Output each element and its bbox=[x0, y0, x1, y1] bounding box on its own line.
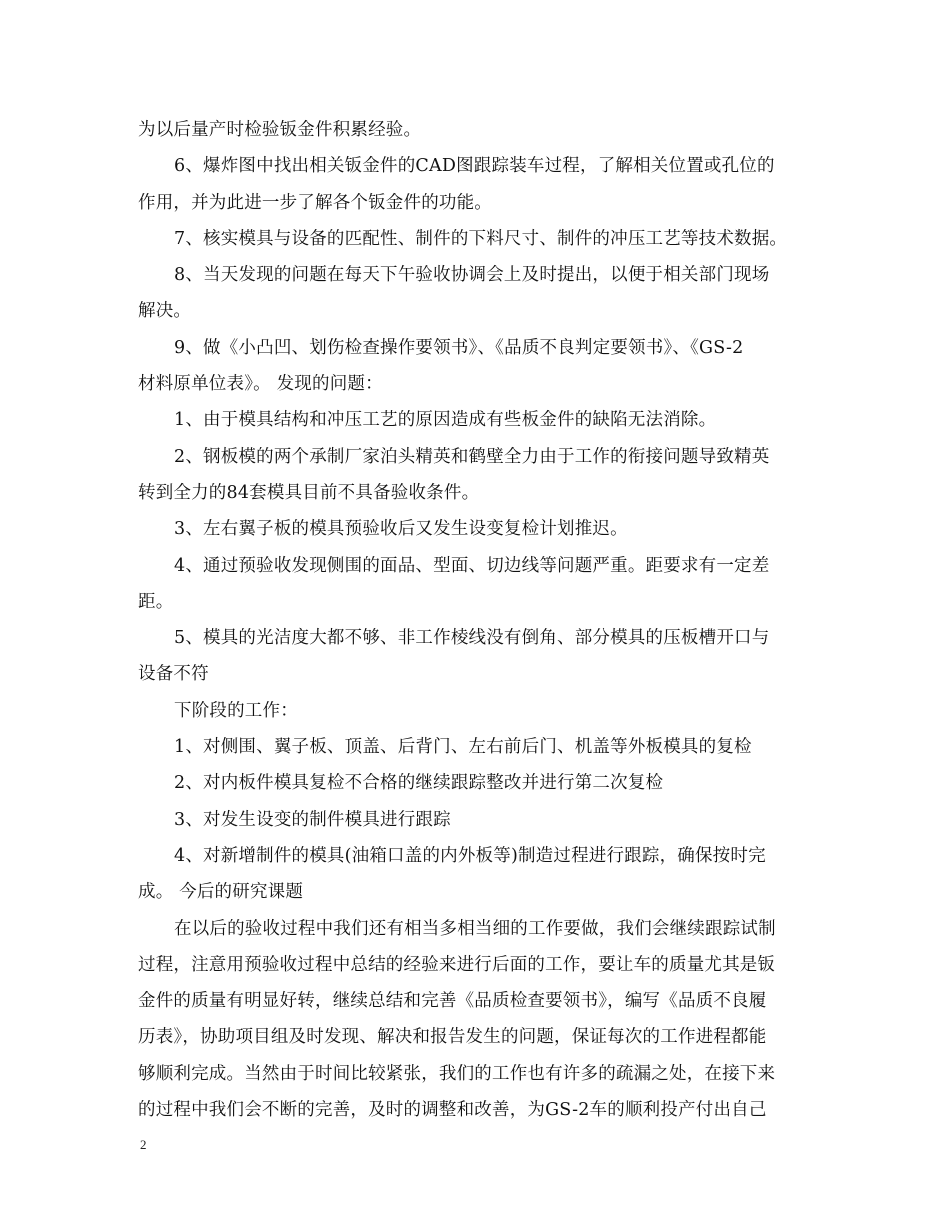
text-line: 9、做《小凸凹、划伤检查操作要领书》、《品质不良判定要领书》、《GS-2 bbox=[174, 337, 744, 358]
text-line: 4、通过预验收发现侧围的面品、型面、切边线等问题严重。距要求有一定差 bbox=[174, 555, 770, 576]
text-line: 解决。 bbox=[138, 301, 192, 322]
text-line: 为以后量产时检验钣金件积累经验。 bbox=[138, 120, 422, 140]
text-line: 6、爆炸图中找出相关钣金件的CAD图跟踪装车过程，了解相关位置或孔位的 bbox=[174, 156, 775, 177]
text-line: 1、由于模具结构和冲压工艺的原因造成有些板金件的缺陷无法消除。 bbox=[174, 410, 717, 431]
text-line: 在以后的验收过程中我们还有相当多相当细的工作要做，我们会继续跟踪试制 bbox=[174, 918, 776, 939]
text-line: 7、核实模具与设备的匹配性、制件的下料尺寸、制件的冲压工艺等技术数据。 bbox=[174, 228, 788, 249]
text-line: 够顺利完成。当然由于时间比较紧张，我们的工作也有许多的疏漏之处，在接下来 bbox=[138, 1063, 776, 1084]
text-line: 5、模具的光洁度大都不够、非工作棱线没有倒角、部分模具的压板槽开口与 bbox=[174, 628, 770, 649]
text-line: 1、对侧围、翼子板、顶盖、后背门、左右前后门、机盖等外板模具的复检 bbox=[174, 737, 752, 758]
text-line: 过程，注意用预验收过程中总结的经验来进行后面的工作，要让车的质量尤其是钣 bbox=[138, 954, 776, 975]
text-line: 材料原单位表》。 发现的问题： bbox=[138, 374, 383, 395]
text-line: 距。 bbox=[138, 591, 174, 612]
text-line: 历表》，协助项目组及时发现、解决和报告发生的问题，保证每次的工作进程都能 bbox=[138, 1027, 767, 1048]
text-line: 2、对内板件模具复检不合格的继续跟踪整改并进行第二次复检 bbox=[174, 773, 664, 794]
text-line: 转到全力的84套模具目前不具备验收条件。 bbox=[138, 482, 480, 503]
text-line: 的过程中我们会不断的完善，及时的调整和改善，为GS-2车的顺利投产付出自己 bbox=[138, 1100, 767, 1121]
text-line: 3、左右翼子板的模具预验收后又发生设变复检计划推迟。 bbox=[174, 519, 628, 540]
text-line: 2、钢板模的两个承制厂家泊头精英和鹤壁全力由于工作的衔接问题导致精英 bbox=[174, 446, 770, 467]
text-line: 设备不符 bbox=[138, 664, 209, 685]
page-number: 2 bbox=[140, 1137, 147, 1152]
text-line: 4、对新增制件的模具(油箱口盖的内外板等)制造过程进行跟踪，确保按时完 bbox=[174, 845, 766, 866]
text-line: 金件的质量有明显好转，继续总结和完善《品质检查要领书》，编写《品质不良履 bbox=[138, 991, 767, 1012]
body-text bbox=[138, 112, 814, 1128]
text-line: 8、当天发现的问题在每天下午验收协调会上及时提出，以便于相关部门现场 bbox=[174, 265, 770, 286]
text-line: 3、对发生设变的制件模具进行跟踪 bbox=[174, 809, 451, 830]
text-line: 成。 今后的研究课题 bbox=[138, 882, 304, 903]
text-line: 下阶段的工作： bbox=[174, 700, 298, 721]
text-line: 作用，并为此进一步了解各个钣金件的功能。 bbox=[138, 192, 492, 213]
